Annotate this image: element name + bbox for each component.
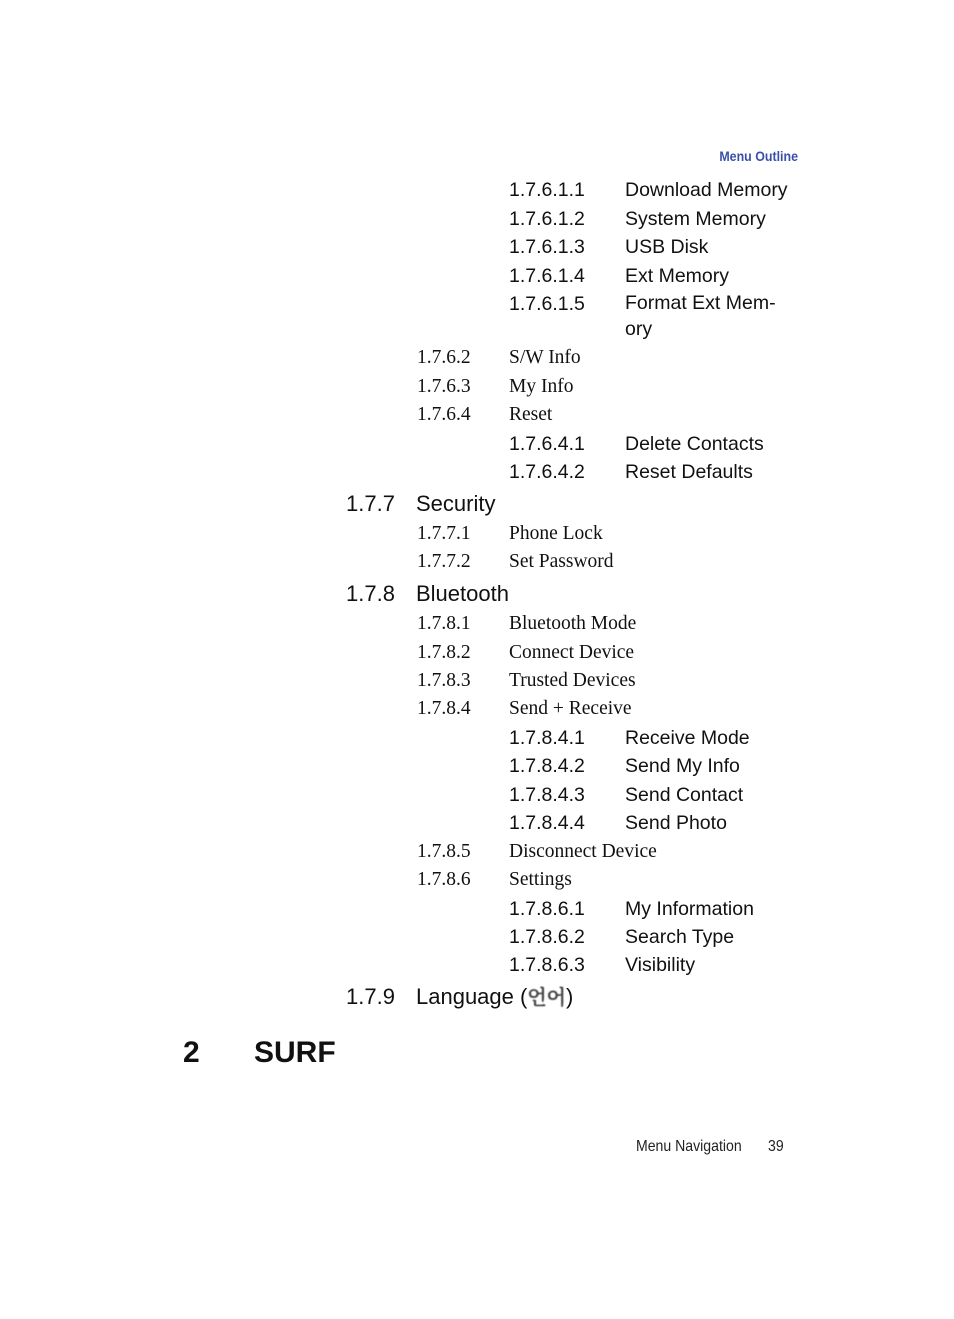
outline-item-number: 1.7.6.1.3 [509,236,585,258]
outline-item-number: 1.7.6.4.2 [509,461,585,483]
section-number: 2 [183,1036,200,1069]
outline-item-number: 1.7.6.1.2 [509,208,585,230]
outline-item-label: Send Contact [625,784,744,806]
outline-item-label: Phone Lock [509,523,603,544]
outline-item-label: Set Password [509,551,614,572]
outline-item-label: My Information [625,898,754,920]
outline-item-label: Receive Mode [625,727,750,749]
outline-item-label: System Memory [625,208,766,230]
language-label-suffix: ) [565,984,574,1009]
outline-item-number: 1.7.8.4.3 [509,784,585,806]
outline-item-label: Security [416,491,496,516]
outline-item-number: 1.7.8 [346,581,395,606]
outline-item-number: 1.7.7.1 [417,523,471,544]
outline-item-label [416,983,573,1011]
footer-page-number: 39 [768,1138,784,1155]
outline-item-number: 1.7.8.5 [417,841,471,862]
outline-item-number: 1.7.6.1.1 [509,179,585,201]
outline-item-number: 1.7.8.6.3 [509,954,585,976]
outline-item-number: 1.7.8.3 [417,670,471,691]
outline-item-number: 1.7.8.2 [417,642,471,663]
section-title: SURF [254,1036,336,1069]
outline-item-label: Send + Receive [509,698,632,719]
outline-item-number: 1.7.8.4.1 [509,727,585,749]
outline-item-label: Reset Defaults [625,461,753,483]
outline-item-label: Delete Contacts [625,433,764,455]
outline-item-label: My Info [509,376,574,397]
outline-item-number: 1.7.8.4 [417,698,471,719]
outline-item-label: Visibility [625,954,696,976]
outline-item-number: 1.7.6.4 [417,404,471,425]
outline-item-number: 1.7.9 [346,984,395,1009]
outline-item-label: Bluetooth Mode [509,613,637,634]
outline-item-number: 1.7.6.4.1 [509,433,585,455]
outline-item-label: Bluetooth [416,581,509,606]
outline-item-label: USB Disk [625,236,709,258]
outline-item-number: 1.7.8.6.2 [509,926,585,948]
outline-item-number: 1.7.7 [346,491,395,516]
outline-item-label: Search Type [625,926,735,948]
outline-item-label: Download Memory [625,179,788,201]
outline-item-number: 1.7.6.2 [417,347,471,368]
footer-chapter: Menu Navigation [636,1138,742,1155]
outline-item-number: 1.7.6.3 [417,376,471,397]
outline-item-number: 1.7.6.1.4 [509,265,585,287]
outline-item-label: Reset [509,404,553,425]
outline-item-number: 1.7.6.1.5 [509,293,585,315]
outline-item-label: S/W Info [509,347,581,368]
outline-item-label: Connect Device [509,642,635,663]
outline-item-label: Format Ext Mem- ory [625,292,776,340]
outline-item-number: 1.7.8.6 [417,869,471,890]
outline-item-number: 1.7.8.4.2 [509,755,585,777]
outline-item-number: 1.7.8.6.1 [509,898,585,920]
outline-item-label: Send Photo [625,812,727,834]
outline-item-number: 1.7.7.2 [417,551,471,572]
outline-item-label: Send My Info [625,755,740,777]
outline-item-number: 1.7.8.1 [417,613,471,634]
outline-item-label: Trusted Devices [509,670,636,691]
outline-item-number: 1.7.8.4.4 [509,812,585,834]
language-label-prefix: Language ( [416,984,528,1009]
outline-item-label: Settings [509,869,572,890]
running-header: Menu Outline [719,149,798,164]
outline-item-label: Disconnect Device [509,841,657,862]
language-korean-text: 언어 [527,985,566,1009]
outline-item-label: Ext Memory [625,265,730,287]
